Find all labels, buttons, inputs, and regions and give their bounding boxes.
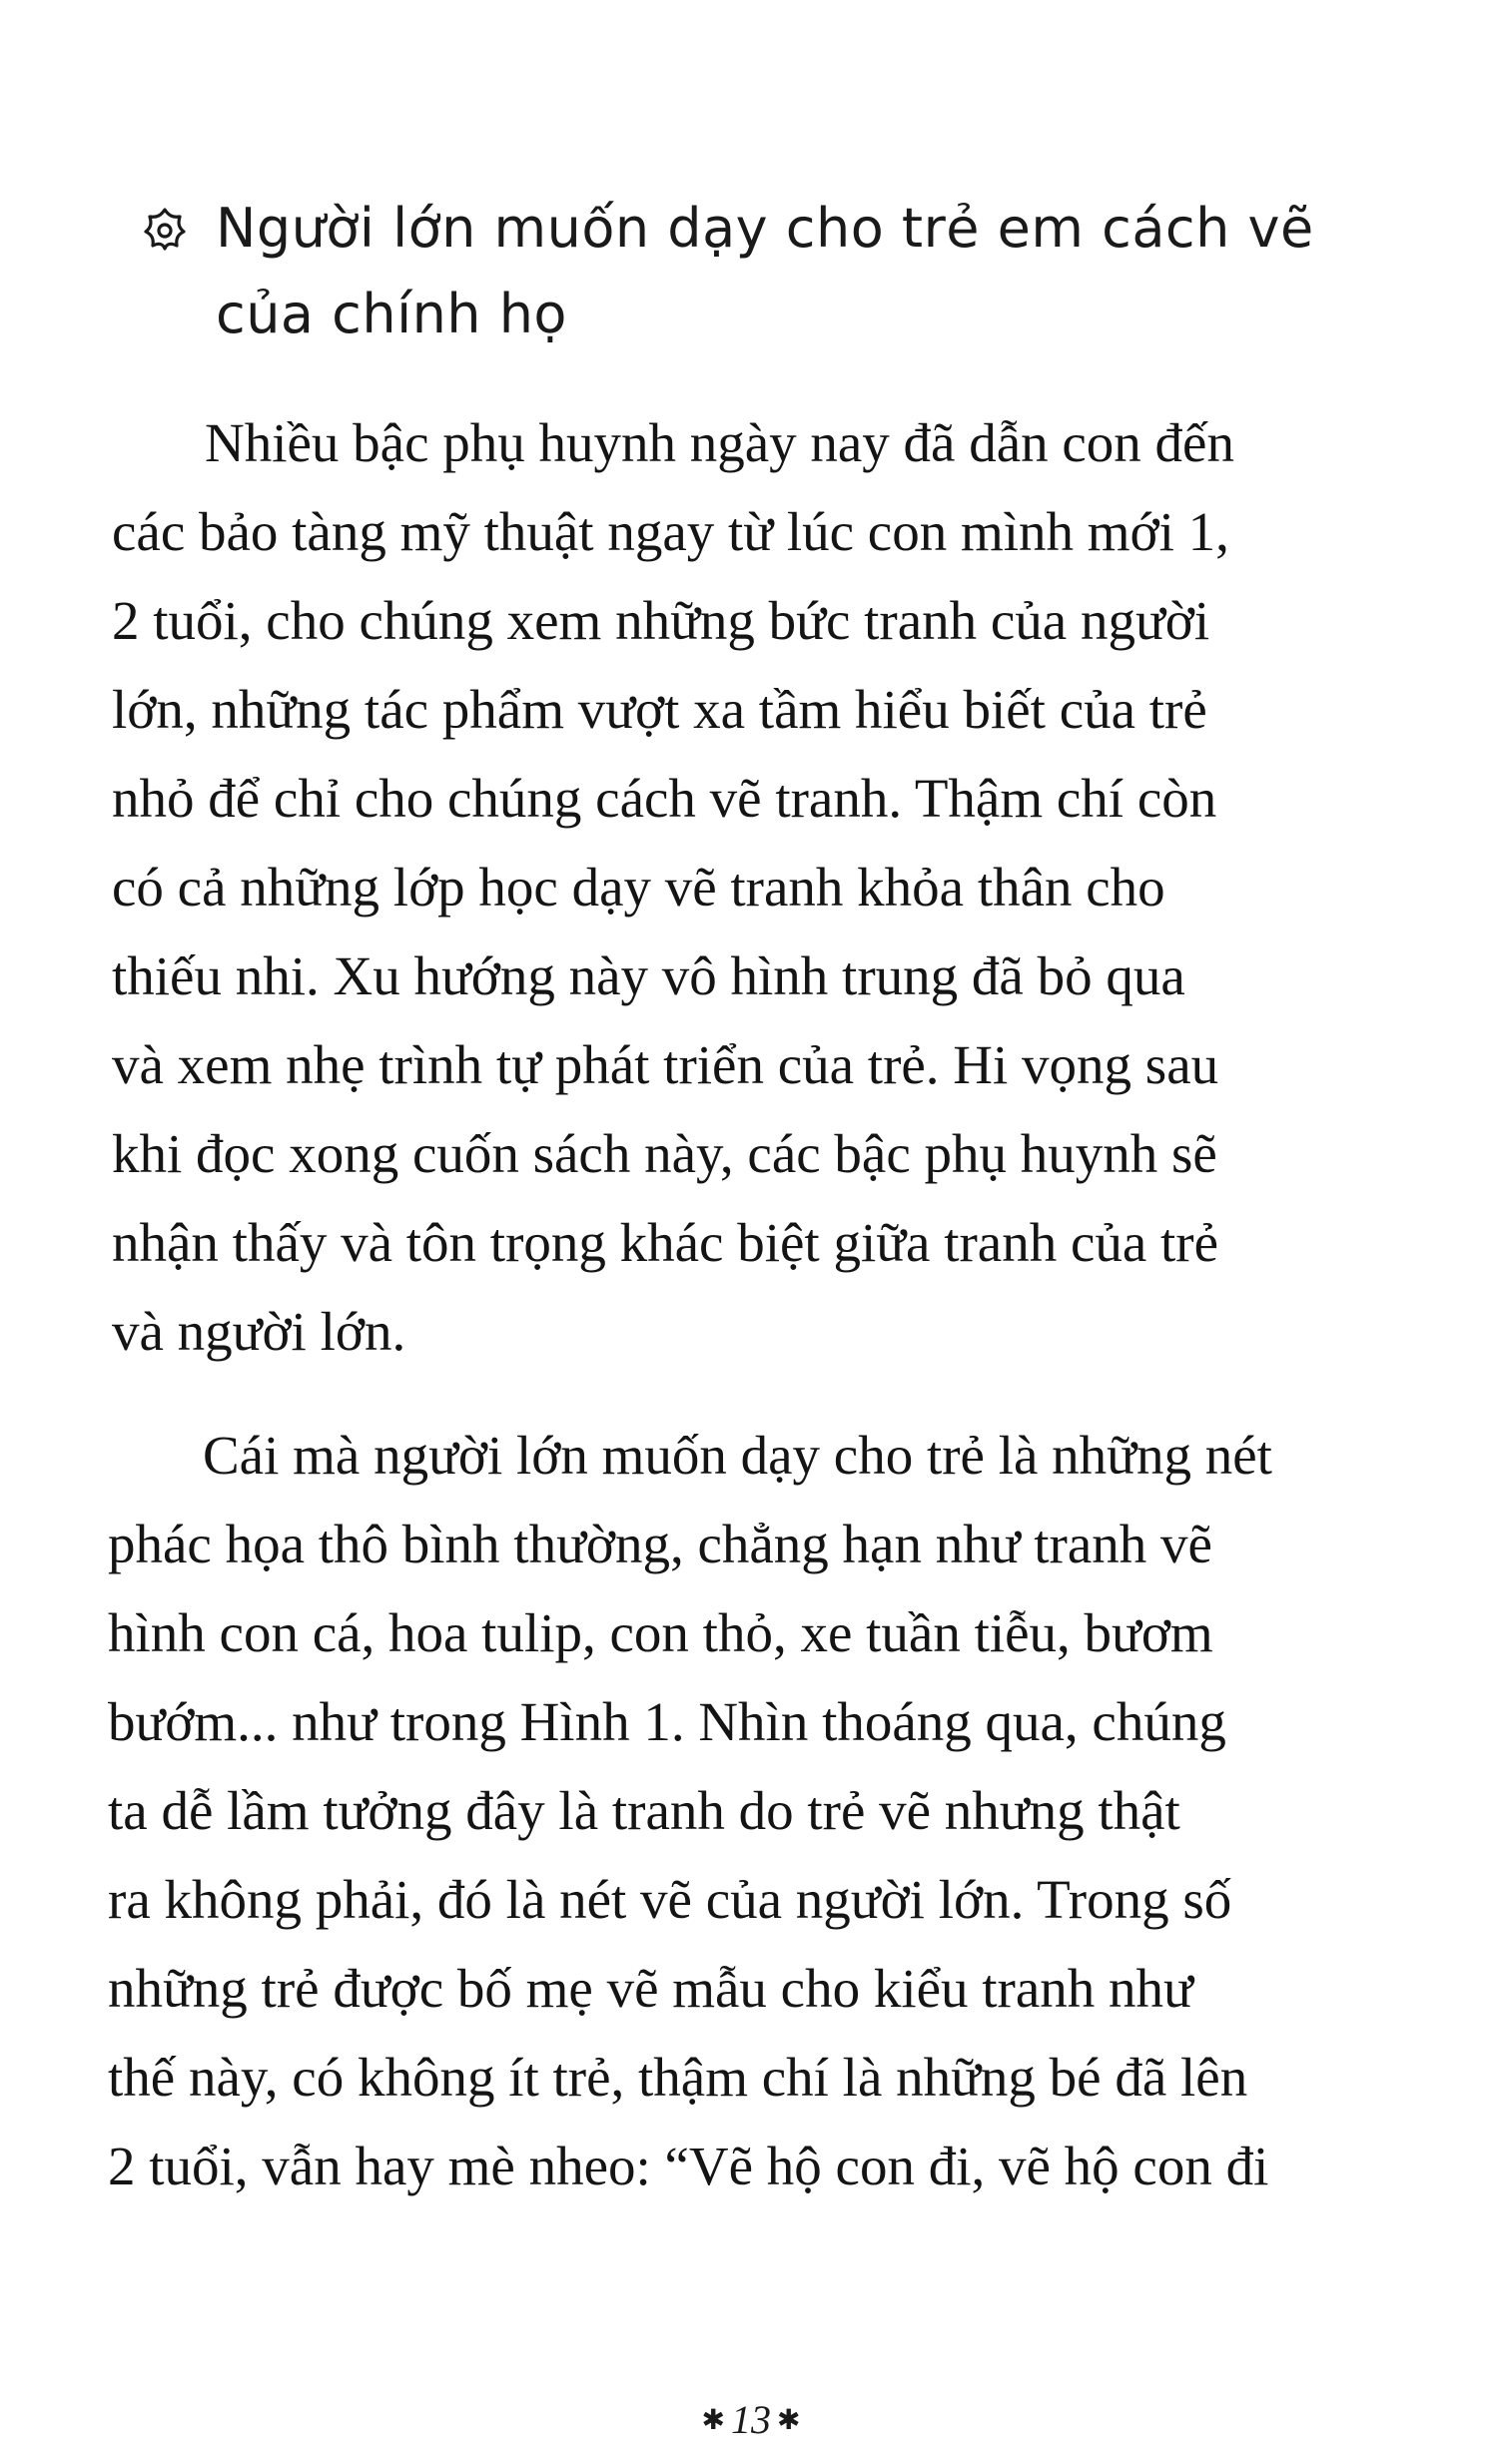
section-heading <box>140 186 1378 357</box>
text-line: nhỏ để chỉ cho chúng cách vẽ tranh. Thậm chí còn <box>112 768 1217 829</box>
text-line: phác họa thô bình thường, chẳng hạn như tranh vẽ <box>108 1514 1212 1574</box>
text-line: Cái mà người lớn muốn dạy cho trẻ là những nét <box>203 1425 1272 1486</box>
page-footer <box>0 2396 1502 2443</box>
text-line: thiếu nhi. Xu hướng này vô hình trung đã bỏ qua <box>112 945 1185 1006</box>
text-line: 2 tuổi, vẫn hay mè nheo: “Vẽ hộ con đi, vẽ hộ con đi <box>108 2136 1269 2196</box>
text-line: ra không phải, đó là nét vẽ của người lớn. Trong số <box>108 1869 1232 1930</box>
star-ornament-icon: ✱ <box>777 2405 801 2436</box>
page-number: 13 <box>731 2397 771 2442</box>
text-line: có cả những lớp học dạy vẽ tranh khỏa thân cho <box>112 857 1165 918</box>
text-line: bướm... như trong Hình 1. Nhìn thoáng qua, chúng <box>108 1691 1226 1752</box>
text-line: nhận thấy và tôn trọng khác biệt giữa tranh của trẻ <box>112 1212 1219 1273</box>
heading-line-2: của chính họ <box>216 283 567 345</box>
text-line: những trẻ được bố mẹ vẽ mẫu cho kiểu tranh như <box>108 1958 1193 2019</box>
text-line: 2 tuổi, cho chúng xem những bức tranh của người <box>112 590 1210 651</box>
text-line: và người lớn. <box>112 1301 406 1362</box>
text-line: khi đọc xong cuốn sách này, các bậc phụ huynh sẽ <box>112 1123 1217 1184</box>
text-line: các bảo tàng mỹ thuật ngay từ lúc con mình mới 1, <box>112 501 1229 562</box>
flower-outline-icon <box>140 204 190 254</box>
text-line: Nhiều bậc phụ huynh ngày nay đã dẫn con đến <box>205 412 1234 473</box>
text-line: thế này, có không ít trẻ, thậm chí là những bé đã lên <box>108 2047 1248 2108</box>
text-line: ta dễ lầm tưởng đây là tranh do trẻ vẽ nhưng thật <box>108 1780 1180 1841</box>
text-line: và xem nhẹ trình tự phát triển của trẻ. Hi vọng sau <box>112 1034 1219 1095</box>
star-ornament-icon: ✱ <box>701 2405 725 2436</box>
text-line: lớn, những tác phẩm vượt xa tầm hiểu biết của trẻ <box>112 679 1207 740</box>
text-line: hình con cá, hoa tulip, con thỏ, xe tuần tiễu, bươm <box>108 1602 1213 1663</box>
heading-line-1: Người lớn muốn dạy cho trẻ em cách vẽ <box>216 197 1314 260</box>
